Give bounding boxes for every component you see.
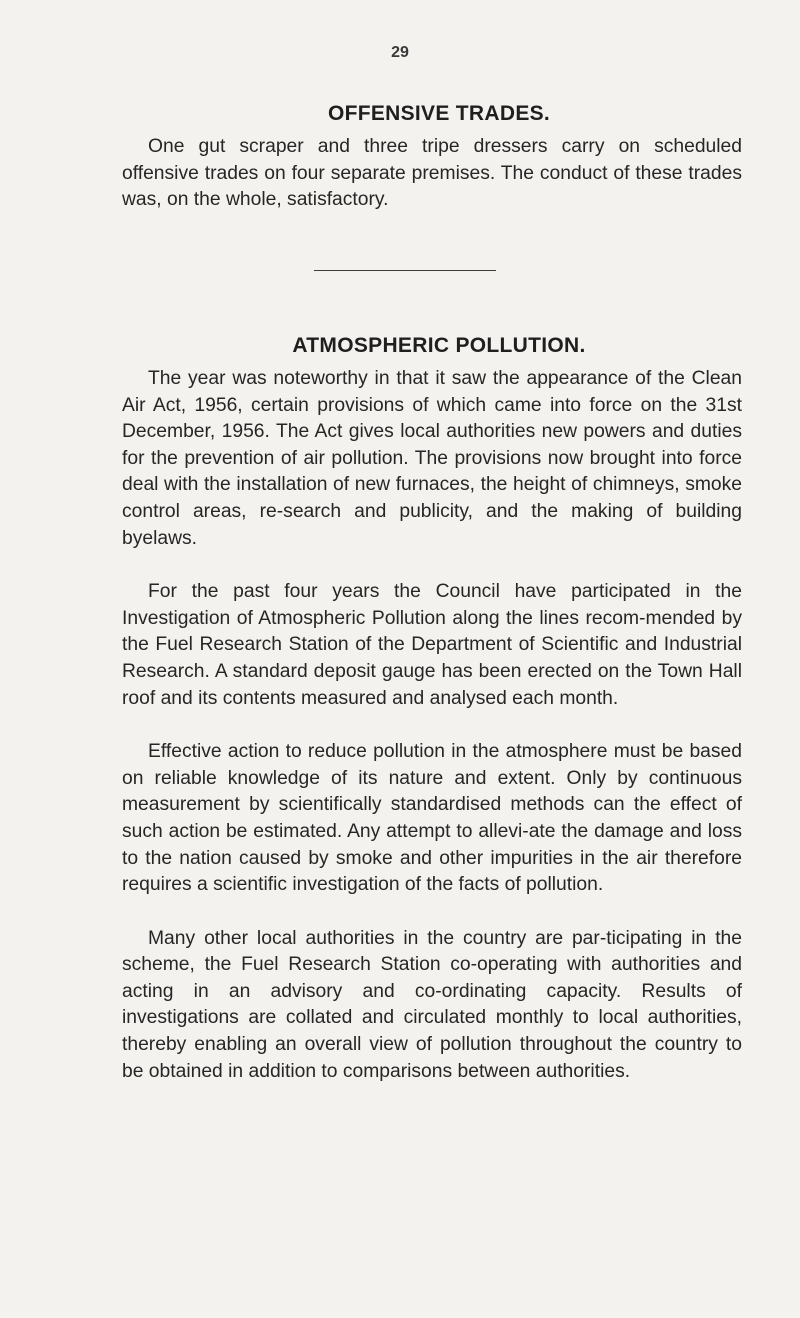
atmospheric-pollution-heading: ATMOSPHERIC POLLUTION. [292,334,586,357]
atmospheric-pollution-paragraph-4: Many other local authorities in the country are par-ticipating in the scheme, the Fuel Research Station co-operating with authorities and acting in an advisory and co-ordinating capacity. Results of investigations are collated and circulated monthly to local authorities, thereby enabling an overall view of pollution throughout the country to be obtained in addition to comparisons between authorities. [122,927,742,1082]
atmospheric-pollution-section [122,334,742,1085]
offensive-trades-heading: OFFENSIVE TRADES. [327,102,551,125]
page-number: 29 [391,44,409,61]
atmospheric-pollution-paragraph-1: The year was noteworthy in that it saw the appearance of the Clean Air Act, 1956, certain provisions of which came into force on the 31st December, 1956. The Act gives local authorities new powers and duties for the prevention of air pollution. The provisions now brought into force deal with the installation of new furnaces, the height of chimneys, smoke control areas, re-search and publicity, and the making of building byelaws. [122,368,742,549]
section-divider [314,270,496,271]
offensive-trades-section [122,102,742,214]
atmospheric-pollution-paragraph-3: Effective action to reduce pollution in the atmosphere must be based on reliable knowledge of its nature and extent. Only by continuous measurement by scientifically standardised methods can the effect of such action be estimated. Any attempt to allevi-ate the damage and loss to the nation caused by smoke and other impurities in the air therefore requires a scientific investigation of the facts of pollution. [122,741,742,896]
atmospheric-pollution-paragraph-2: For the past four years the Council have participated in the Investigation of Atmospheric Pollution along the lines recom-mended by the Fuel Research Station of the Department of Scientific and Industrial Research. A standard deposit gauge has been erected on the Town Hall roof and its contents measured and analysed each month. [122,581,742,709]
offensive-trades-paragraph: One gut scraper and three tripe dressers carry on scheduled offensive trades on four separate premises. The conduct of these trades was, on the whole, satisfactory. [122,136,742,211]
